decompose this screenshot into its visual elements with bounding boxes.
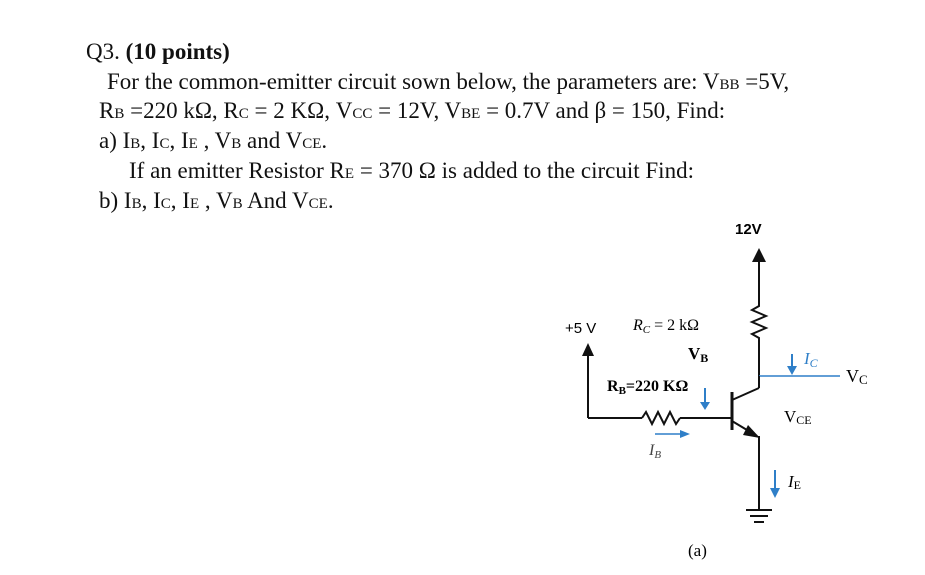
rb-label: RB=220 KΩ bbox=[607, 378, 689, 397]
vcc-arrow bbox=[752, 248, 766, 300]
vcc-label: 12V bbox=[735, 221, 762, 238]
ib-arrow bbox=[655, 430, 690, 438]
question-points: (10 points) bbox=[125, 39, 230, 64]
part-b: b) IB, IC, IE , VB And VCE. bbox=[99, 188, 334, 213]
npn-transistor bbox=[732, 376, 760, 448]
problem-line-1: For the common-emitter circuit sown below, the parameters are: VBB =5V, bbox=[107, 69, 790, 94]
vce-label: VCE bbox=[784, 407, 812, 427]
rb-resistor bbox=[588, 412, 732, 424]
problem-line-2: RB =220 kΩ, RC = 2 KΩ, VCC = 12V, VBE = 0.7V and β = 150, Find: bbox=[99, 98, 726, 123]
ie-label: IE bbox=[788, 472, 802, 492]
vb-arrow bbox=[700, 388, 710, 410]
vbb-label: +5 V bbox=[565, 320, 597, 337]
ib-label: IB bbox=[649, 442, 662, 461]
question-number: Q3. bbox=[86, 39, 120, 64]
vb-label: VB bbox=[688, 344, 709, 365]
ground-symbol bbox=[746, 510, 772, 522]
emitter-resistor-line: If an emitter Resistor RE = 370 Ω is added to the circuit Find: bbox=[129, 158, 694, 183]
figure-caption: (a) bbox=[688, 541, 707, 560]
ic-label: IC bbox=[804, 349, 818, 370]
ie-arrow bbox=[770, 470, 780, 498]
vbb-arrow bbox=[582, 343, 594, 418]
ic-arrow bbox=[787, 354, 797, 375]
vc-label: VC bbox=[846, 366, 868, 387]
part-a: a) IB, IC, IE , VB and VCE. bbox=[99, 128, 328, 153]
rc-resistor bbox=[752, 300, 766, 348]
rc-label: RC = 2 kΩ bbox=[633, 317, 700, 336]
